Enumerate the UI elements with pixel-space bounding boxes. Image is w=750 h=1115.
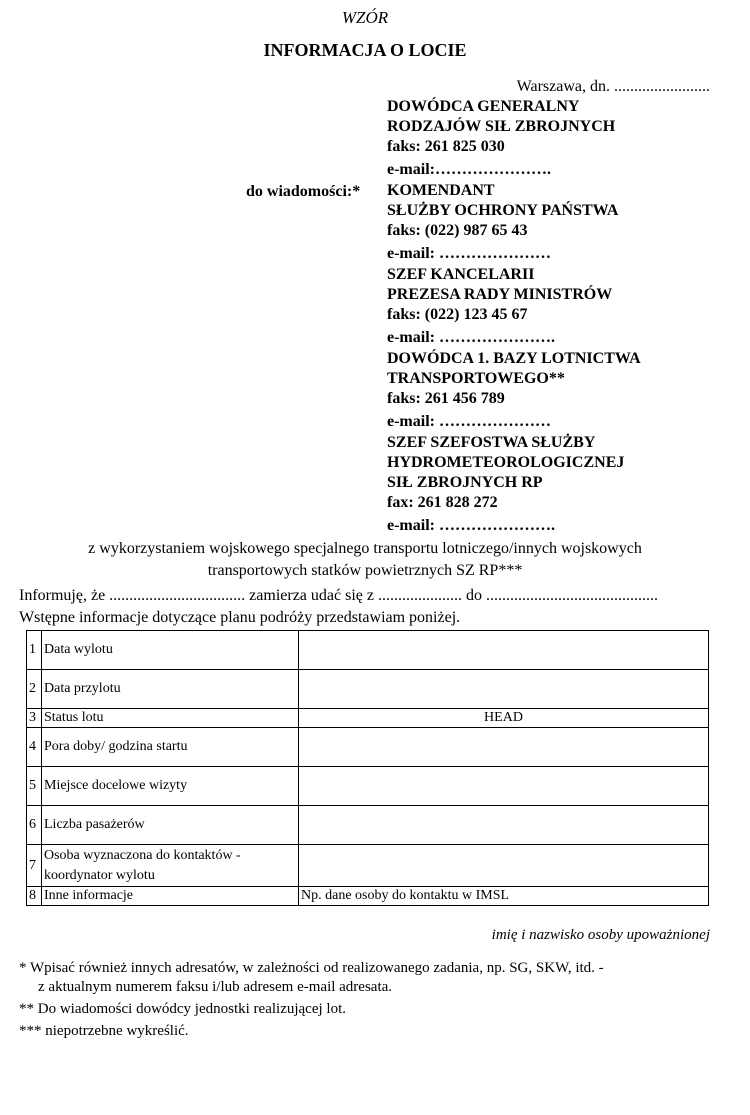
footnote-1-continued: z aktualnym numerem faksu i/lub adresem e-mail adresata. — [38, 979, 393, 995]
row-label: Data przylotu — [42, 670, 299, 709]
recipient-email: e-mail: ………………… — [387, 245, 551, 262]
recipient-fax: fax: 261 828 272 — [387, 494, 498, 511]
pattern-label: WZÓR — [341, 8, 389, 27]
footnote-1: * Wpisać również innych adresatów, w zależności od realizowanego zadania, np. SG, SKW, itd. - — [19, 960, 604, 976]
row-value-field[interactable] — [299, 728, 709, 767]
recipient-email: e-mail: …………………. — [387, 517, 555, 534]
row-number: 1 — [27, 631, 42, 670]
table-row — [27, 806, 709, 845]
recipient-line: DOWÓDCA GENERALNY — [387, 98, 580, 115]
recipient-block-3 — [387, 265, 612, 348]
footnote-3: *** niepotrzebne wykreślić. — [19, 1023, 189, 1039]
row-value-field[interactable] — [299, 670, 709, 709]
row-number: 4 — [27, 728, 42, 767]
row-label: Data wylotu — [42, 631, 299, 670]
cc-label: do wiadomości:* — [246, 183, 361, 200]
table-row — [27, 767, 709, 806]
recipient-block-1 — [387, 97, 615, 180]
recipient-line: DOWÓDCA 1. BAZY LOTNICTWA — [387, 350, 641, 367]
table-row — [27, 887, 709, 906]
recipient-line: KOMENDANT — [387, 182, 495, 199]
row-number: 6 — [27, 806, 42, 845]
row-label: Inne informacje — [42, 887, 299, 906]
row-value-field[interactable] — [299, 845, 709, 887]
document-title: INFORMACJA O LOCIE — [263, 40, 467, 60]
recipient-email: e-mail: ………………… — [387, 413, 551, 430]
recipient-line: RODZAJÓW SIŁ ZBROJNYCH — [387, 118, 616, 135]
row-value-field[interactable] — [299, 767, 709, 806]
row-value-field[interactable]: HEAD — [299, 709, 709, 728]
recipient-line: SIŁ ZBROJNYCH RP — [387, 474, 543, 491]
table-row — [27, 670, 709, 709]
recipient-line: TRANSPORTOWEGO** — [387, 370, 565, 387]
row-label: Miejsce docelowe wizyty — [42, 767, 299, 806]
transport-line-2: transportowych statków powietrznych SZ RP*** — [207, 562, 523, 579]
transport-line-1: z wykorzystaniem wojskowego specjalnego transportu lotniczego/innych wojskowych — [88, 540, 642, 557]
inform-line: Informuję, że .................................. zamierza udać się z ..................... do ........................................... — [19, 587, 658, 604]
signature-caption: imię i nazwisko osoby upoważnionej — [491, 927, 710, 943]
row-number: 7 — [27, 845, 42, 887]
recipient-line: SZEF SZEFOSTWA SŁUŻBY — [387, 434, 596, 451]
row-label: Osoba wyznaczona do kontaktów - koordynator wylotu — [42, 845, 299, 887]
row-label: Status lotu — [42, 709, 299, 728]
row-number: 3 — [27, 709, 42, 728]
recipient-line: SŁUŻBY OCHRONY PAŃSTWA — [387, 202, 619, 219]
recipient-block-2 — [387, 181, 618, 264]
recipient-line: HYDROMETEOROLOGICZNEJ — [387, 454, 625, 471]
recipient-fax: faks: (022) 123 45 67 — [387, 306, 528, 323]
row-number: 5 — [27, 767, 42, 806]
recipient-fax: faks: 261 825 030 — [387, 138, 505, 155]
recipient-block-5 — [387, 433, 624, 536]
recipient-fax: faks: (022) 987 65 43 — [387, 222, 528, 239]
recipient-email: e-mail:…………………. — [387, 161, 551, 178]
row-value-field[interactable] — [299, 631, 709, 670]
footnote-2: ** Do wiadomości dowódcy jednostki realizującej lot. — [19, 1001, 347, 1017]
recipient-block-4 — [387, 349, 641, 432]
flight-plan-table — [26, 630, 709, 906]
table-row — [27, 631, 709, 670]
place-date: Warszawa, dn. ........................ — [516, 78, 710, 95]
table-row — [27, 709, 709, 728]
recipient-fax: faks: 261 456 789 — [387, 390, 505, 407]
row-label: Pora doby/ godzina startu — [42, 728, 299, 767]
row-value-field[interactable] — [299, 806, 709, 845]
row-value-field[interactable]: Np. dane osoby do kontaktu w IMSL — [299, 887, 709, 906]
row-label: Liczba pasażerów — [42, 806, 299, 845]
row-number: 2 — [27, 670, 42, 709]
table-row — [27, 728, 709, 767]
table-intro: Wstępne informacje dotyczące planu podróży przedstawiam poniżej. — [19, 609, 461, 626]
recipient-line: SZEF KANCELARII — [387, 266, 535, 283]
recipient-email: e-mail: …………………. — [387, 329, 555, 346]
row-number: 8 — [27, 887, 42, 906]
table-row — [27, 845, 709, 887]
recipient-line: PREZESA RADY MINISTRÓW — [387, 286, 613, 303]
